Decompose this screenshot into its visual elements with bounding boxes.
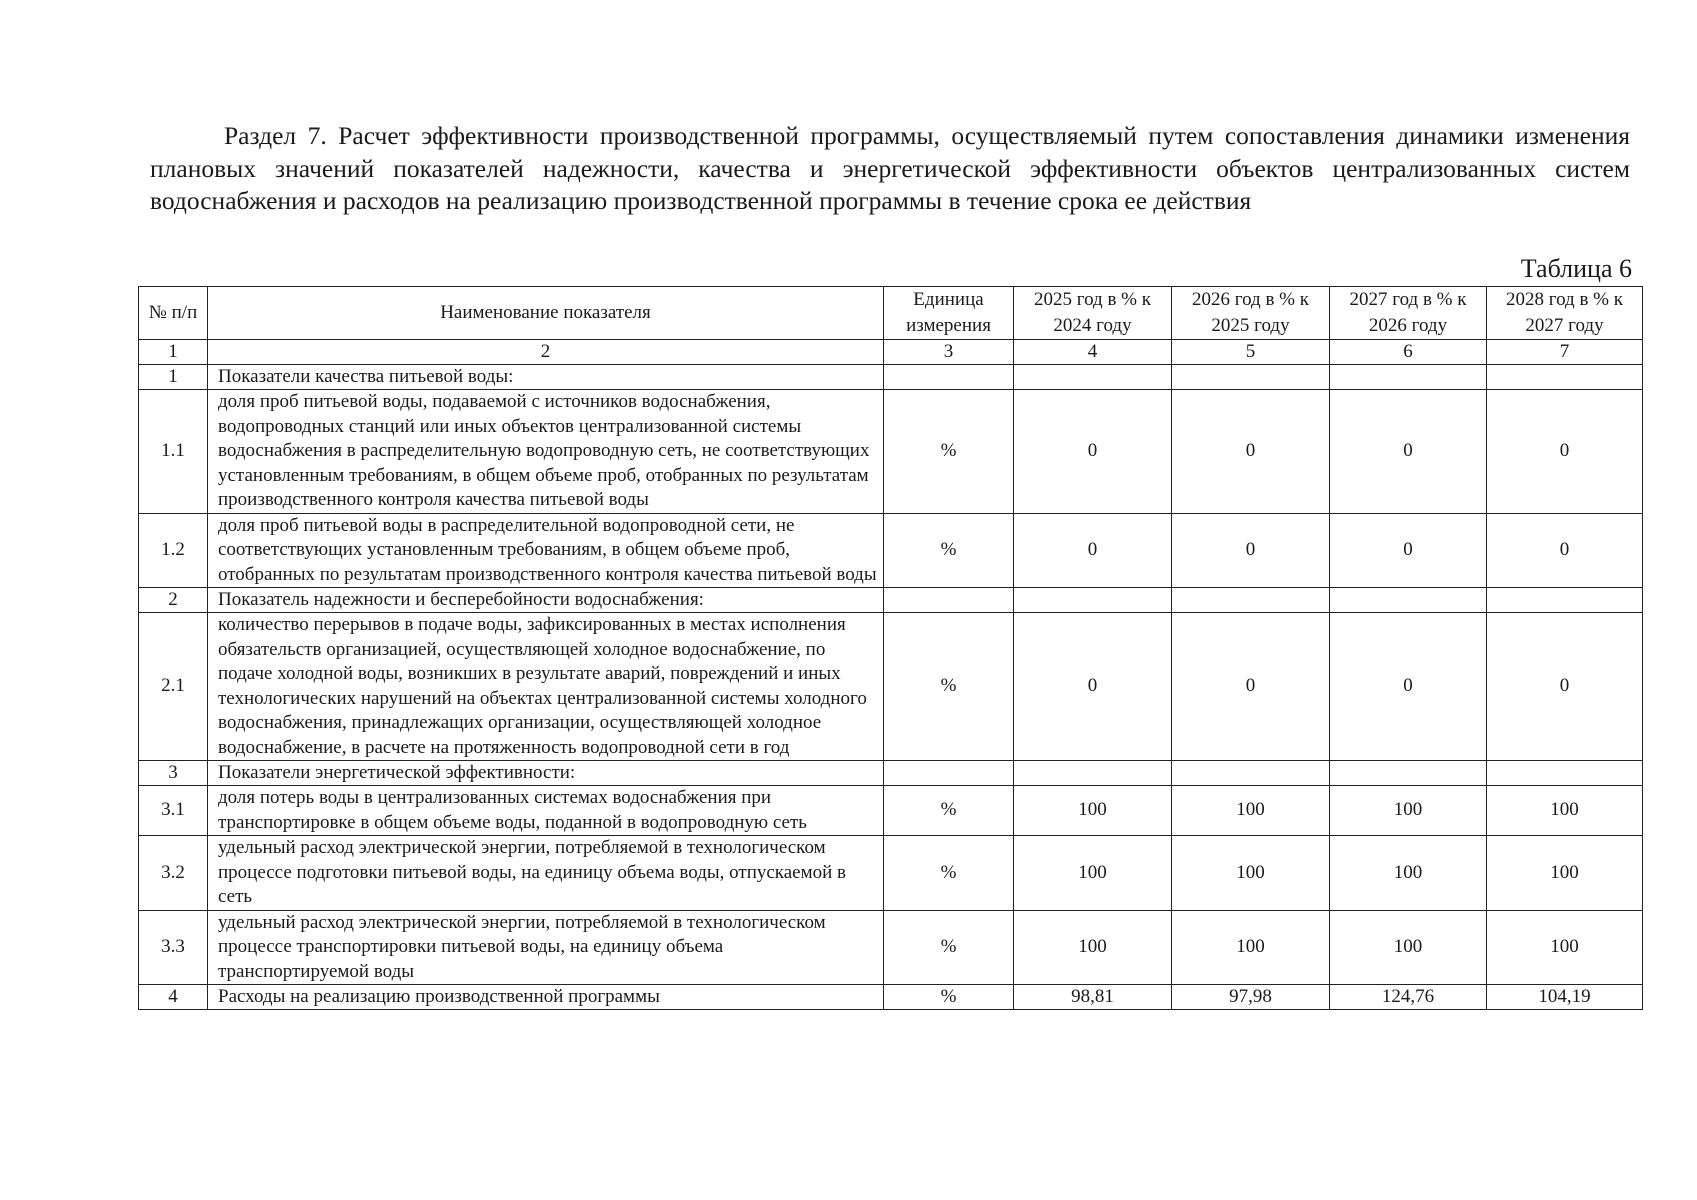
unit-cell: %	[884, 910, 1014, 985]
unit-cell: %	[884, 836, 1014, 911]
value-2028: 0	[1487, 513, 1643, 588]
value-2025: 100	[1014, 836, 1172, 911]
value-2027: 100	[1330, 836, 1487, 911]
header-2026: 2026 год в % к 2025 году	[1172, 287, 1330, 340]
value-2027: 0	[1330, 513, 1487, 588]
indicator-name: удельный расход электрической энергии, потребляемой в технологическом процессе подготовки питьевой воды, на единицу объема воды, отпускаемой в сеть	[208, 836, 884, 911]
section-heading: Раздел 7. Расчет эффективности производственной программы, осуществляемый путем сопоставления динамики изменения плановых значений показателей надежности, качества и энергетической эффективности объектов централизованных систем водоснабжения и расходов на реализацию производственной программы в течение срока ее действия	[150, 121, 1630, 215]
value-2028: 100	[1487, 836, 1643, 911]
row-number: 2	[139, 588, 208, 613]
value-2028: 0	[1487, 390, 1643, 514]
row-number: 2.1	[139, 613, 208, 761]
indicator-name: Расходы на реализацию производственной программы	[208, 985, 884, 1010]
table-row	[139, 786, 1643, 836]
value-2026: 0	[1172, 613, 1330, 761]
value-2025: 100	[1014, 786, 1172, 836]
table-row	[139, 910, 1643, 985]
table-row	[139, 588, 1643, 613]
table-row	[139, 985, 1643, 1010]
indicator-name: Показатель надежности и бесперебойности водоснабжения:	[208, 588, 884, 613]
value-2025: 98,81	[1014, 985, 1172, 1010]
value-2027	[1330, 761, 1487, 786]
value-2027	[1330, 365, 1487, 390]
header-2025: 2025 год в % к 2024 году	[1014, 287, 1172, 340]
column-numbers-row	[139, 340, 1643, 365]
column-number: 1	[139, 340, 208, 365]
indicator-name: Показатели качества питьевой воды:	[208, 365, 884, 390]
row-number: 3.3	[139, 910, 208, 985]
value-2026	[1172, 588, 1330, 613]
value-2026: 100	[1172, 786, 1330, 836]
value-2026	[1172, 365, 1330, 390]
table-row	[139, 513, 1643, 588]
value-2026: 100	[1172, 836, 1330, 911]
unit-cell: %	[884, 985, 1014, 1010]
value-2026: 100	[1172, 910, 1330, 985]
value-2026: 97,98	[1172, 985, 1330, 1010]
value-2028	[1487, 761, 1643, 786]
value-2026	[1172, 761, 1330, 786]
header-2028: 2028 год в % к 2027 году	[1487, 287, 1643, 340]
value-2028: 104,19	[1487, 985, 1643, 1010]
column-number: 5	[1172, 340, 1330, 365]
unit-cell: %	[884, 786, 1014, 836]
column-number: 3	[884, 340, 1014, 365]
value-2027: 124,76	[1330, 985, 1487, 1010]
row-number: 1	[139, 365, 208, 390]
unit-cell	[884, 761, 1014, 786]
indicator-name: доля потерь воды в централизованных системах водоснабжения при транспортировке в общем объеме воды, поданной в водопроводную сеть	[208, 786, 884, 836]
header-num: № п/п	[139, 287, 208, 340]
value-2025: 0	[1014, 390, 1172, 514]
value-2027: 100	[1330, 910, 1487, 985]
header-2027: 2027 год в % к 2026 году	[1330, 287, 1487, 340]
unit-cell	[884, 588, 1014, 613]
row-number: 3	[139, 761, 208, 786]
row-number: 4	[139, 985, 208, 1010]
value-2028	[1487, 588, 1643, 613]
column-number: 6	[1330, 340, 1487, 365]
value-2025: 0	[1014, 513, 1172, 588]
indicators-table	[138, 286, 1643, 1010]
table-row	[139, 390, 1643, 514]
row-number: 1.2	[139, 513, 208, 588]
value-2028: 100	[1487, 786, 1643, 836]
value-2027	[1330, 588, 1487, 613]
column-number: 4	[1014, 340, 1172, 365]
column-number: 7	[1487, 340, 1643, 365]
table-row	[139, 613, 1643, 761]
value-2025	[1014, 588, 1172, 613]
value-2028: 100	[1487, 910, 1643, 985]
header-unit: Единица измерения	[884, 287, 1014, 340]
row-number: 3.2	[139, 836, 208, 911]
indicator-name: количество перерывов в подаче воды, зафиксированных в местах исполнения обязательств организацией, осуществляющей холодное водоснабжение, по подаче холодной воды, возникших в результате аварий, повреждений и иных технологических нарушений на объектах централизованной системы холодного водоснабжения, принадлежащих организации, осуществляющей холодное водоснабжение, в расчете на протяженность водопроводной сети в год	[208, 613, 884, 761]
unit-cell: %	[884, 613, 1014, 761]
unit-cell: %	[884, 513, 1014, 588]
indicator-name: Показатели энергетической эффективности:	[208, 761, 884, 786]
indicator-name: доля проб питьевой воды в распределительной водопроводной сети, не соответствующих установленным требованиям, в общем объеме проб, отобранных по результатам производственного контроля качества питьевой воды	[208, 513, 884, 588]
indicator-name: доля проб питьевой воды, подаваемой с источников водоснабжения, водопроводных станций или иных объектов централизованной системы водоснабжения в распределительную водопроводную сеть, не соответствующих установленным требованиям, в общем объеме проб, отобранных по результатам производственного контроля качества питьевой воды	[208, 390, 884, 514]
column-number: 2	[208, 340, 884, 365]
indicator-name: удельный расход электрической энергии, потребляемой в технологическом процессе транспортировки питьевой воды, на единицу объема транспортируемой воды	[208, 910, 884, 985]
value-2025: 100	[1014, 910, 1172, 985]
value-2026: 0	[1172, 390, 1330, 514]
value-2027: 0	[1330, 390, 1487, 514]
table-row	[139, 761, 1643, 786]
unit-cell	[884, 365, 1014, 390]
value-2027: 100	[1330, 786, 1487, 836]
row-number: 3.1	[139, 786, 208, 836]
table-row	[139, 836, 1643, 911]
value-2026: 0	[1172, 513, 1330, 588]
row-number: 1.1	[139, 390, 208, 514]
value-2025: 0	[1014, 613, 1172, 761]
header-name: Наименование показателя	[208, 287, 884, 340]
value-2027: 0	[1330, 613, 1487, 761]
table-label: Таблица 6	[1520, 254, 1632, 283]
value-2025	[1014, 365, 1172, 390]
value-2028	[1487, 365, 1643, 390]
value-2028: 0	[1487, 613, 1643, 761]
unit-cell: %	[884, 390, 1014, 514]
header-row	[139, 287, 1643, 340]
table-row	[139, 365, 1643, 390]
value-2025	[1014, 761, 1172, 786]
